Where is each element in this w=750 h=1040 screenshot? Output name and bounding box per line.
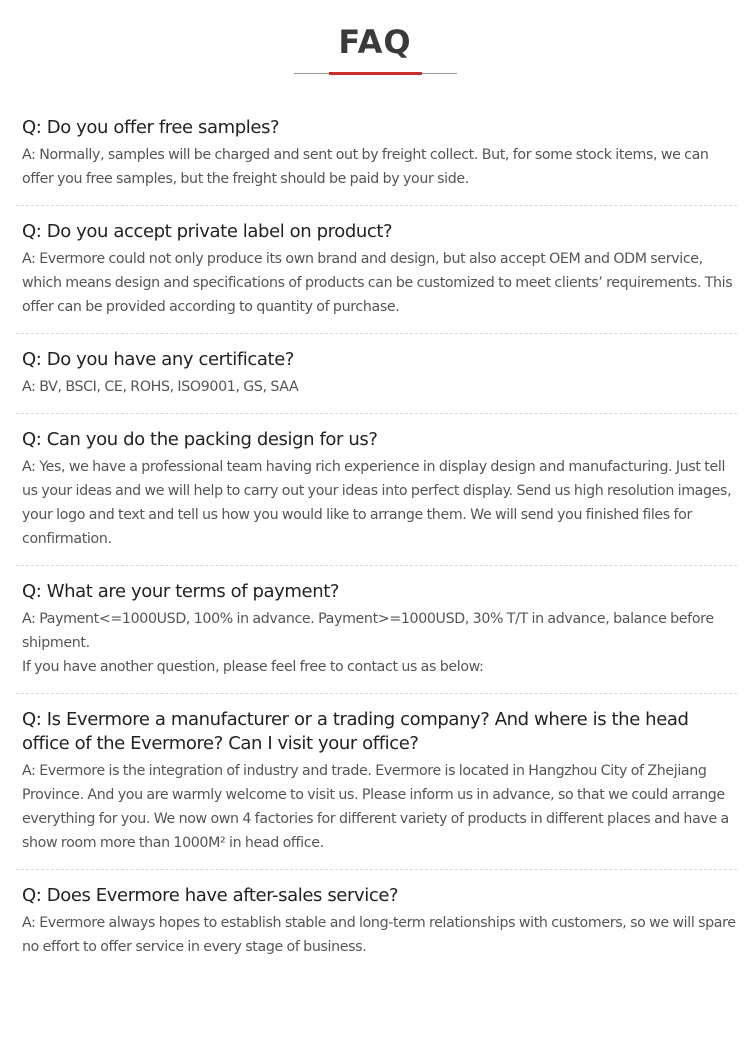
faq-question: Q: Do you offer free samples? [22,117,280,138]
faq-question: Q: What are your terms of payment? [22,581,340,602]
faq-answer: A: Yes, we have a professional team having rich experience in display design and manufacturing. Just tell us your ideas and we will help to carry out your ideas into perfect display. Send us high resolution images, your logo and text and tell us how you would like to arrange them. We will send you finished files for confirmation. [22,459,732,547]
faq-question: Q: Is Evermore a manufacturer or a trading company? And where is the head office of the Evermore? Can I visit your office? [22,709,689,754]
faq-answer-extra: If you have another question, please feel free to contact us as below: [22,659,484,675]
faq-answer: A: Evermore always hopes to establish stable and long-term relationships with customers, so we will spare no effort to offer service in every stage of business. [22,915,736,955]
faq-answer: A: Payment<=1000USD, 100% in advance. Payment>=1000USD, 30% T/T in advance, balance before shipment. [22,611,714,651]
faq-question: Q: Can you do the packing design for us? [22,429,378,450]
faq-item [16,348,737,414]
faq-item [16,580,737,694]
faq-answer: A: Normally, samples will be charged and sent out by freight collect. But, for some stock items, we can offer you free samples, but the freight should be paid by your side. [22,147,709,187]
faq-item [16,428,737,566]
faq-item [16,116,737,206]
faq-item [16,884,737,973]
faq-question: Q: Do you accept private label on product? [22,221,393,242]
faq-list [16,116,737,987]
faq-answer: A: Evermore could not only produce its own brand and design, but also accept OEM and ODM service, which means design and specifications of products can be customized to meet clients’ requirements. This offer can be provided according to quantity of purchase. [22,251,733,315]
faq-question: Q: Does Evermore have after-sales service? [22,885,399,906]
faq-header [0,0,750,80]
faq-answer: A: BV, BSCI, CE, ROHS, ISO9001, GS, SAA [22,379,299,395]
faq-question: Q: Do you have any certificate? [22,349,295,370]
faq-item [16,708,737,870]
faq-item [16,220,737,334]
title-accent-bar [329,72,422,75]
page-title: FAQ [338,23,412,61]
faq-answer: A: Evermore is the integration of industry and trade. Evermore is located in Hangzhou City of Zhejiang Province. And you are warmly welcome to visit us. Please inform us in advance, so that we could arrange everything for you. We now own 4 factories for different variety of products in different places and have a show room more than 1000M² in head office. [22,763,729,851]
